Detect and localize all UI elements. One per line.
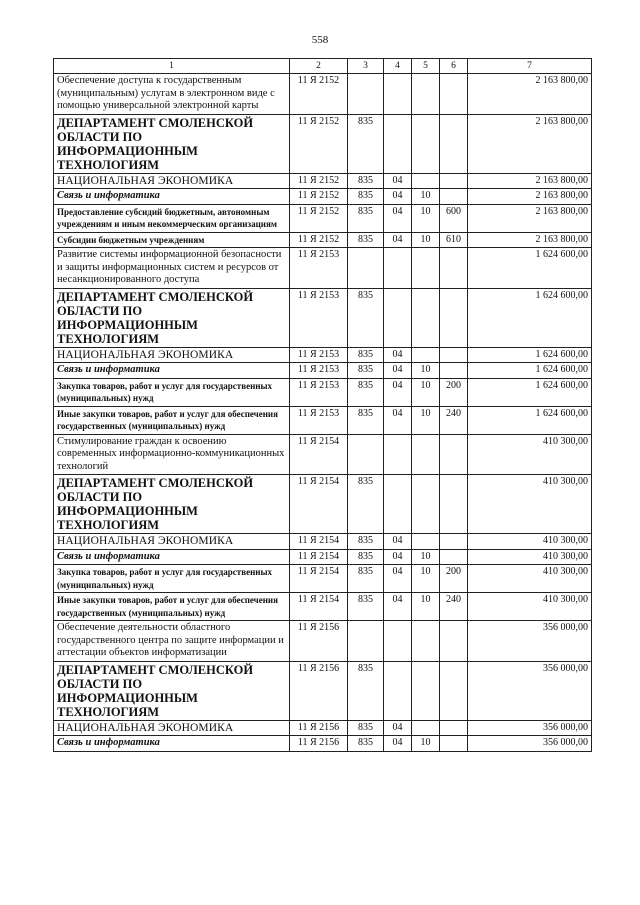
row-ved: 835 (348, 406, 384, 434)
row-ved: 835 (348, 288, 384, 347)
row-name: ДЕПАРТАМЕНТ СМОЛЕНСКОЙ ОБЛАСТИ ПО ИНФОРМАЦИОННЫМ ТЕХНОЛОГИЯМ (54, 475, 290, 534)
row-vr: 200 (440, 565, 468, 593)
table-row (54, 363, 592, 379)
row-name: НАЦИОНАЛЬНАЯ ЭКОНОМИКА (54, 720, 290, 736)
row-code: 11 Я 2154 (290, 475, 348, 534)
table-row (54, 621, 592, 662)
row-vr: 200 (440, 378, 468, 406)
row-sum: 410 300,00 (468, 565, 592, 593)
table-row (54, 204, 592, 232)
row-code: 11 Я 2153 (290, 378, 348, 406)
row-vr (440, 114, 468, 173)
header-cell: 6 (440, 59, 468, 74)
row-ved (348, 434, 384, 475)
table-row (54, 189, 592, 205)
table-row (54, 173, 592, 189)
row-vr (440, 621, 468, 662)
row-pr (412, 661, 440, 720)
row-name: НАЦИОНАЛЬНАЯ ЭКОНОМИКА (54, 173, 290, 189)
row-vr (440, 248, 468, 289)
table-row (54, 565, 592, 593)
row-vr (440, 736, 468, 752)
row-rz (384, 248, 412, 289)
row-rz: 04 (384, 549, 412, 565)
row-sum: 2 163 800,00 (468, 114, 592, 173)
table-row (54, 475, 592, 534)
row-pr: 10 (412, 363, 440, 379)
row-pr: 10 (412, 204, 440, 232)
row-vr: 240 (440, 593, 468, 621)
row-rz: 04 (384, 736, 412, 752)
header-row (54, 59, 592, 74)
row-pr: 10 (412, 549, 440, 565)
row-vr (440, 189, 468, 205)
row-name: Предоставление субсидий бюджетным, автономным учреждениям и иным некоммерческим организациям (54, 204, 290, 232)
row-rz: 04 (384, 593, 412, 621)
row-ved: 835 (348, 114, 384, 173)
row-sum: 1 624 600,00 (468, 248, 592, 289)
row-rz (384, 475, 412, 534)
row-pr (412, 248, 440, 289)
row-vr (440, 434, 468, 475)
row-vr (440, 363, 468, 379)
row-code: 11 Я 2154 (290, 549, 348, 565)
row-name: Связь и информатика (54, 736, 290, 752)
row-sum: 410 300,00 (468, 549, 592, 565)
row-pr (412, 114, 440, 173)
row-code: 11 Я 2154 (290, 565, 348, 593)
row-sum: 2 163 800,00 (468, 204, 592, 232)
row-rz (384, 114, 412, 173)
table-row (54, 232, 592, 248)
row-code: 11 Я 2153 (290, 363, 348, 379)
row-vr (440, 549, 468, 565)
row-sum: 2 163 800,00 (468, 232, 592, 248)
row-vr: 600 (440, 204, 468, 232)
row-ved: 835 (348, 736, 384, 752)
row-name: Иные закупки товаров, работ и услуг для обеспечения государственных (муниципальных) нужд (54, 406, 290, 434)
row-rz: 04 (384, 189, 412, 205)
row-name: Обеспечение деятельности областного государственного центра по защите информации и аттестации объектов информатизации (54, 621, 290, 662)
row-name: ДЕПАРТАМЕНТ СМОЛЕНСКОЙ ОБЛАСТИ ПО ИНФОРМАЦИОННЫМ ТЕХНОЛОГИЯМ (54, 114, 290, 173)
row-ved: 835 (348, 232, 384, 248)
row-rz: 04 (384, 173, 412, 189)
row-sum: 1 624 600,00 (468, 363, 592, 379)
row-rz (384, 661, 412, 720)
row-name: НАЦИОНАЛЬНАЯ ЭКОНОМИКА (54, 534, 290, 550)
row-pr (412, 288, 440, 347)
row-ved (348, 621, 384, 662)
row-ved: 835 (348, 549, 384, 565)
header-cell: 4 (384, 59, 412, 74)
table-row (54, 406, 592, 434)
row-name: Обеспечение доступа к государственным (муниципальным) услугам в электронном виде с помощью универсальной электронной карты (54, 74, 290, 115)
row-code: 11 Я 2156 (290, 736, 348, 752)
row-pr (412, 475, 440, 534)
row-code: 11 Я 2154 (290, 434, 348, 475)
row-pr (412, 534, 440, 550)
row-ved: 835 (348, 347, 384, 363)
row-pr (412, 434, 440, 475)
row-pr: 10 (412, 565, 440, 593)
row-sum: 356 000,00 (468, 720, 592, 736)
row-rz: 04 (384, 720, 412, 736)
row-code: 11 Я 2156 (290, 720, 348, 736)
row-pr: 10 (412, 378, 440, 406)
row-ved (348, 74, 384, 115)
row-ved: 835 (348, 204, 384, 232)
row-sum: 1 624 600,00 (468, 378, 592, 406)
table-row (54, 593, 592, 621)
table-row (54, 347, 592, 363)
row-ved: 835 (348, 363, 384, 379)
row-rz: 04 (384, 347, 412, 363)
row-sum: 2 163 800,00 (468, 74, 592, 115)
row-rz (384, 288, 412, 347)
row-ved: 835 (348, 565, 384, 593)
row-sum: 2 163 800,00 (468, 189, 592, 205)
table-row (54, 74, 592, 115)
row-vr: 610 (440, 232, 468, 248)
row-code: 11 Я 2153 (290, 347, 348, 363)
table-row (54, 248, 592, 289)
row-sum: 2 163 800,00 (468, 173, 592, 189)
table-body (54, 74, 592, 752)
row-name: Связь и информатика (54, 189, 290, 205)
budget-table (53, 58, 592, 752)
table-row (54, 378, 592, 406)
row-rz: 04 (384, 232, 412, 248)
table-row (54, 549, 592, 565)
row-sum: 410 300,00 (468, 475, 592, 534)
row-vr (440, 347, 468, 363)
table-row (54, 288, 592, 347)
row-name: ДЕПАРТАМЕНТ СМОЛЕНСКОЙ ОБЛАСТИ ПО ИНФОРМАЦИОННЫМ ТЕХНОЛОГИЯМ (54, 288, 290, 347)
row-pr (412, 173, 440, 189)
header-cell: 3 (348, 59, 384, 74)
row-name: Субсидии бюджетным учреждениям (54, 232, 290, 248)
row-code: 11 Я 2152 (290, 189, 348, 205)
row-sum: 356 000,00 (468, 661, 592, 720)
row-vr (440, 534, 468, 550)
row-ved: 835 (348, 189, 384, 205)
row-sum: 1 624 600,00 (468, 347, 592, 363)
page-number: 558 (311, 34, 329, 46)
row-pr: 10 (412, 406, 440, 434)
row-rz (384, 434, 412, 475)
row-code: 11 Я 2156 (290, 661, 348, 720)
row-code: 11 Я 2153 (290, 406, 348, 434)
row-rz: 04 (384, 363, 412, 379)
row-vr (440, 475, 468, 534)
row-code: 11 Я 2152 (290, 204, 348, 232)
row-vr (440, 720, 468, 736)
row-ved: 835 (348, 720, 384, 736)
row-pr: 10 (412, 593, 440, 621)
table-row (54, 736, 592, 752)
row-rz: 04 (384, 204, 412, 232)
row-vr (440, 74, 468, 115)
row-name: Развитие системы информационной безопасности и защиты информационных систем и ресурсов от несанкционированного доступа (54, 248, 290, 289)
header-cell: 1 (54, 59, 290, 74)
row-pr: 10 (412, 232, 440, 248)
row-rz (384, 74, 412, 115)
row-ved (348, 248, 384, 289)
row-ved: 835 (348, 475, 384, 534)
row-pr (412, 74, 440, 115)
row-name: Стимулирование граждан к освоению современных информационно-коммуникационных технологий (54, 434, 290, 475)
row-code: 11 Я 2152 (290, 232, 348, 248)
row-name: Иные закупки товаров, работ и услуг для обеспечения государственных (муниципальных) нужд (54, 593, 290, 621)
row-rz: 04 (384, 378, 412, 406)
row-pr (412, 347, 440, 363)
row-vr (440, 288, 468, 347)
row-sum: 410 300,00 (468, 434, 592, 475)
row-rz: 04 (384, 406, 412, 434)
row-code: 11 Я 2156 (290, 621, 348, 662)
table-row (54, 661, 592, 720)
row-name: НАЦИОНАЛЬНАЯ ЭКОНОМИКА (54, 347, 290, 363)
row-pr (412, 621, 440, 662)
row-code: 11 Я 2153 (290, 248, 348, 289)
row-pr: 10 (412, 189, 440, 205)
row-vr: 240 (440, 406, 468, 434)
row-rz: 04 (384, 534, 412, 550)
row-sum: 356 000,00 (468, 736, 592, 752)
row-ved: 835 (348, 173, 384, 189)
table-row (54, 720, 592, 736)
row-name: Связь и информатика (54, 363, 290, 379)
row-ved: 835 (348, 534, 384, 550)
row-code: 11 Я 2152 (290, 74, 348, 115)
table-row (54, 114, 592, 173)
row-pr: 10 (412, 736, 440, 752)
row-ved: 835 (348, 661, 384, 720)
header-cell: 2 (290, 59, 348, 74)
header-cell: 5 (412, 59, 440, 74)
row-code: 11 Я 2154 (290, 534, 348, 550)
row-name: Закупка товаров, работ и услуг для государственных (муниципальных) нужд (54, 565, 290, 593)
row-sum: 410 300,00 (468, 593, 592, 621)
row-vr (440, 661, 468, 720)
row-code: 11 Я 2154 (290, 593, 348, 621)
row-ved: 835 (348, 378, 384, 406)
row-code: 11 Я 2152 (290, 114, 348, 173)
row-pr (412, 720, 440, 736)
row-ved: 835 (348, 593, 384, 621)
row-rz (384, 621, 412, 662)
row-sum: 1 624 600,00 (468, 406, 592, 434)
row-sum: 1 624 600,00 (468, 288, 592, 347)
row-sum: 410 300,00 (468, 534, 592, 550)
header-cell: 7 (468, 59, 592, 74)
row-vr (440, 173, 468, 189)
row-name: Закупка товаров, работ и услуг для государственных (муниципальных) нужд (54, 378, 290, 406)
row-sum: 356 000,00 (468, 621, 592, 662)
table-row (54, 434, 592, 475)
row-name: Связь и информатика (54, 549, 290, 565)
table-row (54, 534, 592, 550)
row-code: 11 Я 2152 (290, 173, 348, 189)
row-rz: 04 (384, 565, 412, 593)
row-code: 11 Я 2153 (290, 288, 348, 347)
row-name: ДЕПАРТАМЕНТ СМОЛЕНСКОЙ ОБЛАСТИ ПО ИНФОРМАЦИОННЫМ ТЕХНОЛОГИЯМ (54, 661, 290, 720)
